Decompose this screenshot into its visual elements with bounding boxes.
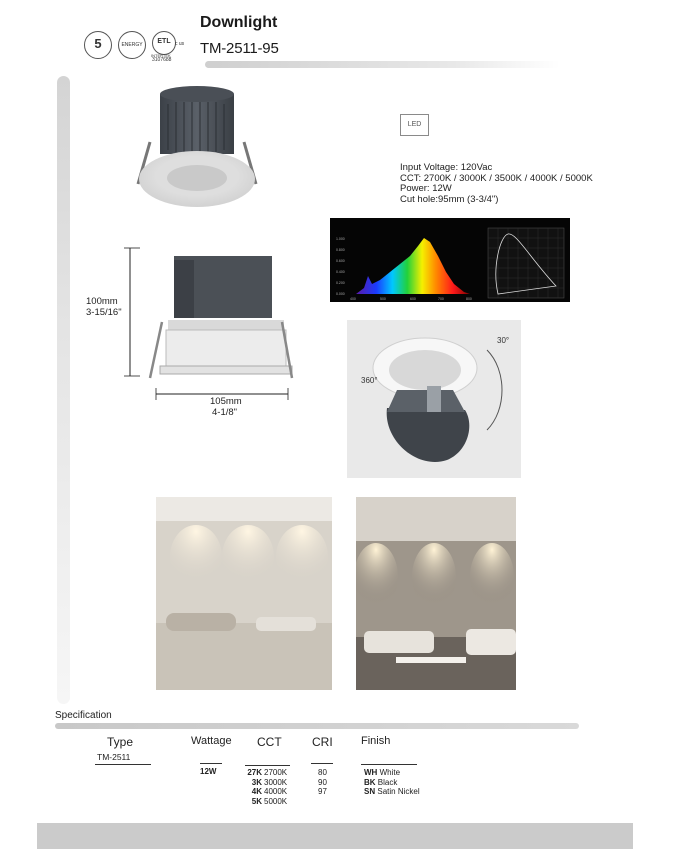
- cri-rule: [311, 763, 333, 764]
- cert-energy-label: ENERGY: [121, 42, 143, 48]
- cct-row: [240, 797, 300, 807]
- spectrum-chart: [330, 218, 570, 302]
- spec-cut-hole: Cut hole:95mm (3-3/4"): [400, 193, 499, 205]
- specification-bar: [55, 723, 579, 729]
- cct-value: 4000K: [264, 787, 288, 796]
- cert-logos: [84, 29, 194, 63]
- cct-value: 2700K: [264, 768, 288, 777]
- spectrum-y-axis: [336, 237, 345, 296]
- header-finish: Finish: [361, 735, 391, 747]
- cri-value: 97: [318, 787, 327, 796]
- height-mm: 100mm: [86, 296, 118, 307]
- y-tick-1: 1.000: [336, 237, 345, 241]
- finish-rule: [361, 764, 417, 765]
- specification-label: Specification: [55, 710, 112, 721]
- tilt-label: 30°: [497, 336, 510, 345]
- cri-list: [318, 768, 327, 797]
- room-photo-right: [356, 497, 516, 690]
- header-type: Type: [107, 735, 134, 749]
- cct-value: 5000K: [264, 796, 288, 806]
- room-scene-right: [356, 497, 516, 690]
- y-tick-2: 0.800: [336, 248, 345, 252]
- cct-code: 4K: [251, 787, 262, 796]
- width-mm: 105mm: [210, 396, 242, 407]
- wattage-rule: [200, 763, 222, 764]
- type-rule: [95, 764, 151, 765]
- finish-row: [364, 778, 420, 788]
- cri-value: 80: [318, 768, 327, 777]
- spec-cct: CCT: 2700K / 3000K / 3500K / 4000K / 5000K: [400, 172, 593, 184]
- cct-code: 27K: [247, 768, 262, 777]
- x-tick-2: 500: [380, 297, 386, 301]
- energy-cert-icon: [118, 31, 146, 59]
- cert-intertek: INTERTEK: [151, 53, 171, 58]
- wattage-value: 12W: [200, 767, 217, 776]
- rotate-label: 360°: [361, 376, 378, 385]
- spectrum-curve: [356, 238, 470, 294]
- y-tick-5: 0.200: [336, 281, 345, 285]
- side-accent-bar: [57, 76, 70, 704]
- five-year-warranty-icon: [84, 31, 112, 59]
- type-value: TM-2511: [97, 752, 131, 762]
- model-number: TM-2511-95: [200, 40, 279, 57]
- cct-row: [240, 787, 300, 797]
- cct-code: 5K: [251, 796, 262, 806]
- product-image: [128, 84, 268, 214]
- height-in: 3-15/16": [86, 307, 122, 318]
- finish-value: White: [379, 768, 401, 777]
- room-photo-left: [156, 497, 332, 690]
- page-title: Downlight: [200, 14, 278, 31]
- header-wattage: Wattage: [191, 735, 232, 747]
- finish-code: WH: [364, 768, 378, 777]
- finish-code: SN: [364, 787, 376, 796]
- cert-etl-label: ETL: [157, 38, 171, 45]
- y-tick-6: 0.000: [336, 292, 345, 296]
- cct-value: 3000K: [264, 777, 288, 787]
- cct-code: 3K: [251, 777, 262, 787]
- cert-five-label: 5: [94, 36, 102, 51]
- etl-cert-icon: [152, 31, 176, 55]
- x-tick-4: 700: [438, 297, 444, 301]
- width-in: 4-1/8": [212, 407, 238, 418]
- y-tick-3: 0.600: [336, 259, 345, 263]
- finish-value: Satin Nickel: [377, 787, 420, 796]
- rotation-illustration: [347, 320, 521, 478]
- cct-rule: [245, 765, 290, 766]
- led-badge: LED: [400, 114, 429, 136]
- finish-value: Black: [377, 777, 398, 787]
- cert-number: 3107688: [152, 57, 172, 63]
- x-tick-1: 400: [350, 297, 356, 301]
- spec-power: Power: 12W: [400, 183, 452, 194]
- header-cct: CCT: [257, 735, 282, 749]
- finish-row: [364, 787, 420, 797]
- header-cri: CRI: [312, 735, 333, 749]
- x-tick-5: 800: [466, 297, 472, 301]
- header-bar: [205, 61, 560, 68]
- room-scene-left: [156, 497, 332, 690]
- cie-diagram: [488, 228, 564, 298]
- finish-row: [364, 768, 420, 778]
- spectrum-x-axis: [350, 297, 472, 301]
- y-tick-4: 0.400: [336, 270, 345, 274]
- product-specs: [400, 163, 593, 205]
- finish-list: [364, 768, 420, 797]
- spec-voltage: Input Voltage: 120Vac: [400, 162, 493, 173]
- dimension-drawing: [110, 238, 300, 408]
- rotation-photo: [347, 320, 521, 478]
- cct-list: [240, 768, 300, 806]
- cert-mark: c us: [175, 41, 185, 47]
- cct-row: [240, 778, 300, 788]
- x-tick-3: 600: [410, 297, 416, 301]
- footer-bar: [37, 823, 633, 849]
- finish-code: BK: [364, 777, 376, 787]
- cct-row: [240, 768, 300, 778]
- cri-value: 90: [318, 777, 327, 787]
